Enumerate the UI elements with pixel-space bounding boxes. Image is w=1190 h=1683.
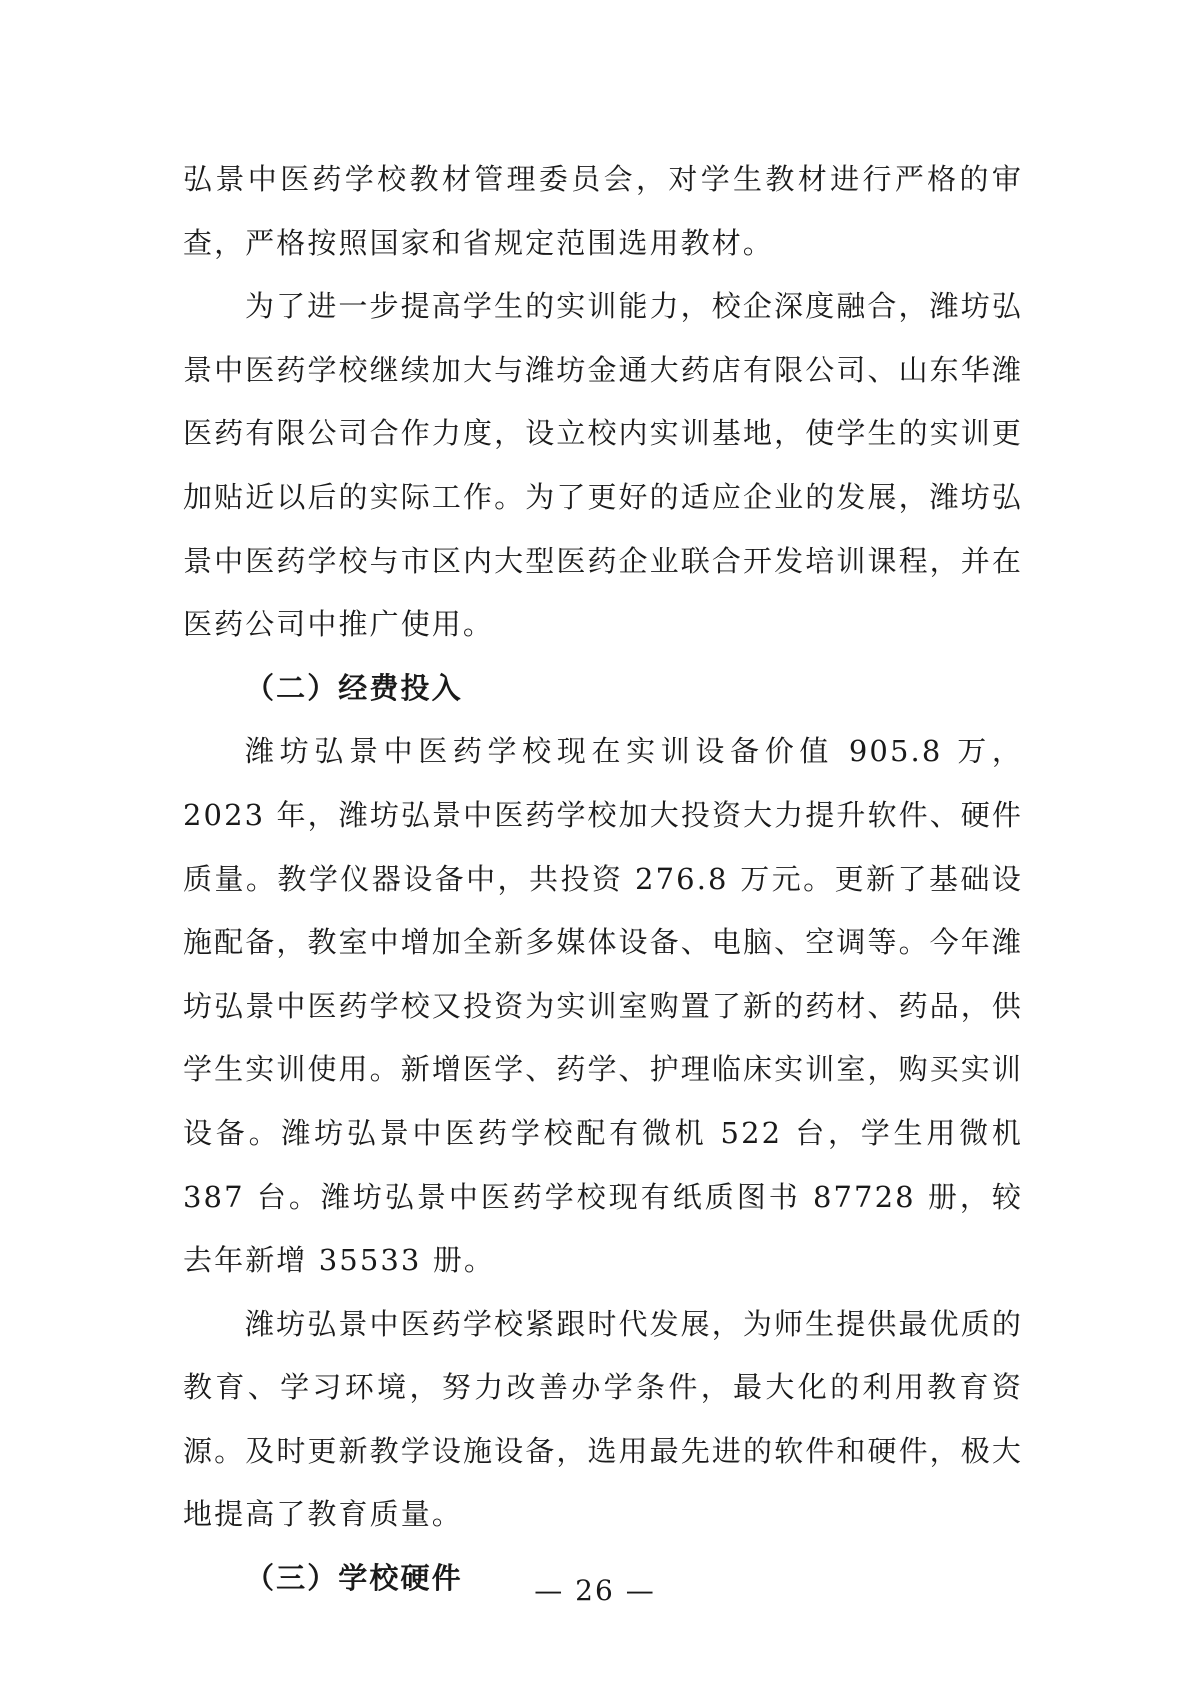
paragraph-textbook-committee: 弘景中医药学校教材管理委员会，对学生教材进行严格的审查，严格按照国家和省规定范围选用教材。 <box>183 162 1023 260</box>
paragraph-funding-details: 潍坊弘景中医药学校现在实训设备价值 905.8 万，2023 年，潍坊弘景中医药学校加大投资大力提升软件、硬件质量。教学仪器设备中，共投资 276.8 万元。更新了基础设施配备，教室中增加全新多媒体设备、电脑、空调等。今年潍坊弘景中医药学校又投资为实训室购置了新的药材、药品，供学生实训使用。新增医学、药学、护理临床实训室，购买实训设备。潍坊弘景中医药学校配有微机 522 台，学生用微机 387 台。潍坊弘景中医药学校现有纸质图书 87728 册，较去年新增 35533 册。 <box>183 734 1023 1278</box>
document-body <box>183 148 1023 1611</box>
paragraph-practical-training: 为了进一步提高学生的实训能力，校企深度融合，潍坊弘景中医药学校继续加大与潍坊金通大药店有限公司、山东华潍医药有限公司合作力度，设立校内实训基地，使学生的实训更加贴近以后的实际工作。为了更好的适应企业的发展，潍坊弘景中医药学校与市区内大型医药企业联合开发培训课程，并在医药公司中推广使用。 <box>183 289 1023 642</box>
section-heading-funding: （二）经费投入 <box>245 670 463 705</box>
page-number: — 26 — <box>534 1574 656 1607</box>
paragraph-education-resources: 潍坊弘景中医药学校紧跟时代发展，为师生提供最优质的教育、学习环境，努力改善办学条件，最大化的利用教育资源。及时更新教学设施设备，选用最先进的软件和硬件，极大地提高了教育质量。 <box>183 1306 1023 1532</box>
section-heading-hardware: （三）学校硬件 <box>245 1561 463 1596</box>
